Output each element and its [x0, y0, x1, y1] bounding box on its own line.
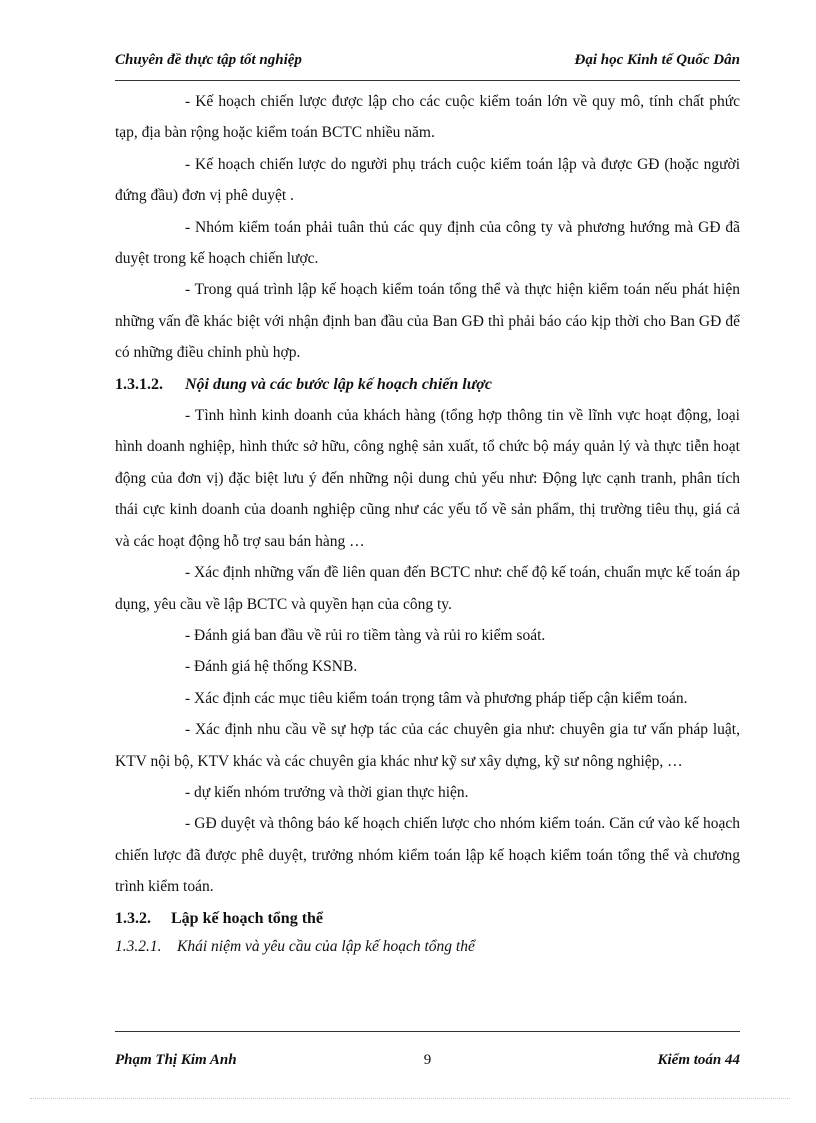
page-header: [115, 52, 740, 74]
section-number: 1.3.2.: [115, 909, 151, 927]
paragraph: - Xác định nhu cầu về sự hợp tác của các chuyên gia như: chuyên gia tư vấn pháp luật, KTV nội bộ, KTV khác và các chuyên gia khác như kỹ sư xây dựng, kỹ sư nông nghiệp, …: [115, 721, 740, 770]
paragraph: - Tình hình kinh doanh của khách hàng (tổng hợp thông tin về lĩnh vực hoạt động, loại hình doanh nghiệp, hình thức sở hữu, công nghệ sản xuất, tổ chức bộ máy quản lý và thực tiễn hoạt động của đơn vị) đặc biệt lưu ý đến những nội dung chủ yếu như: Động lực cạnh tranh, phân tích thái cực kinh doanh của doanh nghiệp cũng như các yếu tố về sản phẩm, thị trường tiêu thụ, giá cả và các hoạt động hỗ trợ sau bán hàng …: [115, 407, 740, 550]
header-right-title: Đại học Kinh tế Quốc Dân: [574, 52, 740, 68]
header-rule: [115, 80, 740, 81]
paragraph: - GĐ duyệt và thông báo kế hoạch chiến lược cho nhóm kiểm toán. Căn cứ vào kế hoạch chiến lược đã được phê duyệt, trưởng nhóm kiểm toán lập kế hoạch kiểm toán tổng thể và chương trình kiểm toán.: [115, 815, 740, 896]
section-title: Lập kế hoạch tổng thể: [171, 909, 324, 927]
paragraph: - Trong quá trình lập kế hoạch kiểm toán tổng thể và thực hiện kiểm toán nếu phát hiện những vấn đề khác biệt với nhận định ban đầu của Ban GĐ thì phải báo cáo kịp thời cho Ban GĐ để có những điều chỉnh phù hợp.: [115, 281, 740, 362]
header-left-title: Chuyên đề thực tập tốt nghiệp: [115, 52, 302, 68]
section-heading-1312: [115, 369, 740, 400]
section-title: Khái niệm và yêu cầu của lập kế hoạch tổng thể: [177, 937, 475, 955]
page-number: 9: [423, 1052, 432, 1068]
section-heading-1321: [115, 934, 740, 960]
footer-rule: [115, 1031, 740, 1032]
page-body: [115, 86, 740, 960]
footer-author: Phạm Thị Kim Anh: [115, 1052, 237, 1068]
paragraph: - Nhóm kiểm toán phải tuân thủ các quy định của công ty và phương hướng mà GĐ đã duyệt trong kế hoạch chiến lược.: [115, 218, 740, 268]
paragraph: - Đánh giá ban đầu về rủi ro tiềm tàng và rủi ro kiểm soát.: [185, 626, 546, 644]
footer-class: Kiểm toán 44: [657, 1052, 740, 1068]
section-number: 1.3.1.2.: [115, 375, 163, 393]
paragraph: - dự kiến nhóm trưởng và thời gian thực hiện.: [185, 783, 469, 801]
paragraph: - Xác định những vấn đề liên quan đến BCTC như: chế độ kế toán, chuẩn mực kế toán áp dụng, yêu cầu về lập BCTC và quyền hạn của công ty.: [115, 564, 740, 613]
page-footer: [115, 1052, 740, 1074]
paragraph: - Xác định các mục tiêu kiểm toán trọng tâm và phương pháp tiếp cận kiểm toán.: [185, 689, 688, 707]
section-title: Nội dung và các bước lập kế hoạch chiến lược: [185, 375, 492, 393]
paragraph: - Kế hoạch chiến lược được lập cho các cuộc kiểm toán lớn về quy mô, tính chất phức tạp, địa bàn rộng hoặc kiểm toán BCTC nhiều năm.: [115, 93, 740, 142]
paragraph: - Kế hoạch chiến lược do người phụ trách cuộc kiểm toán lập và được GĐ (hoặc người đứng đầu) đơn vị phê duyệt .: [115, 155, 740, 205]
page-edge-divider: [30, 1098, 790, 1099]
section-number: 1.3.2.1.: [115, 937, 162, 955]
paragraph: - Đánh giá hệ thống KSNB.: [185, 658, 358, 676]
section-heading-132: [115, 903, 740, 934]
